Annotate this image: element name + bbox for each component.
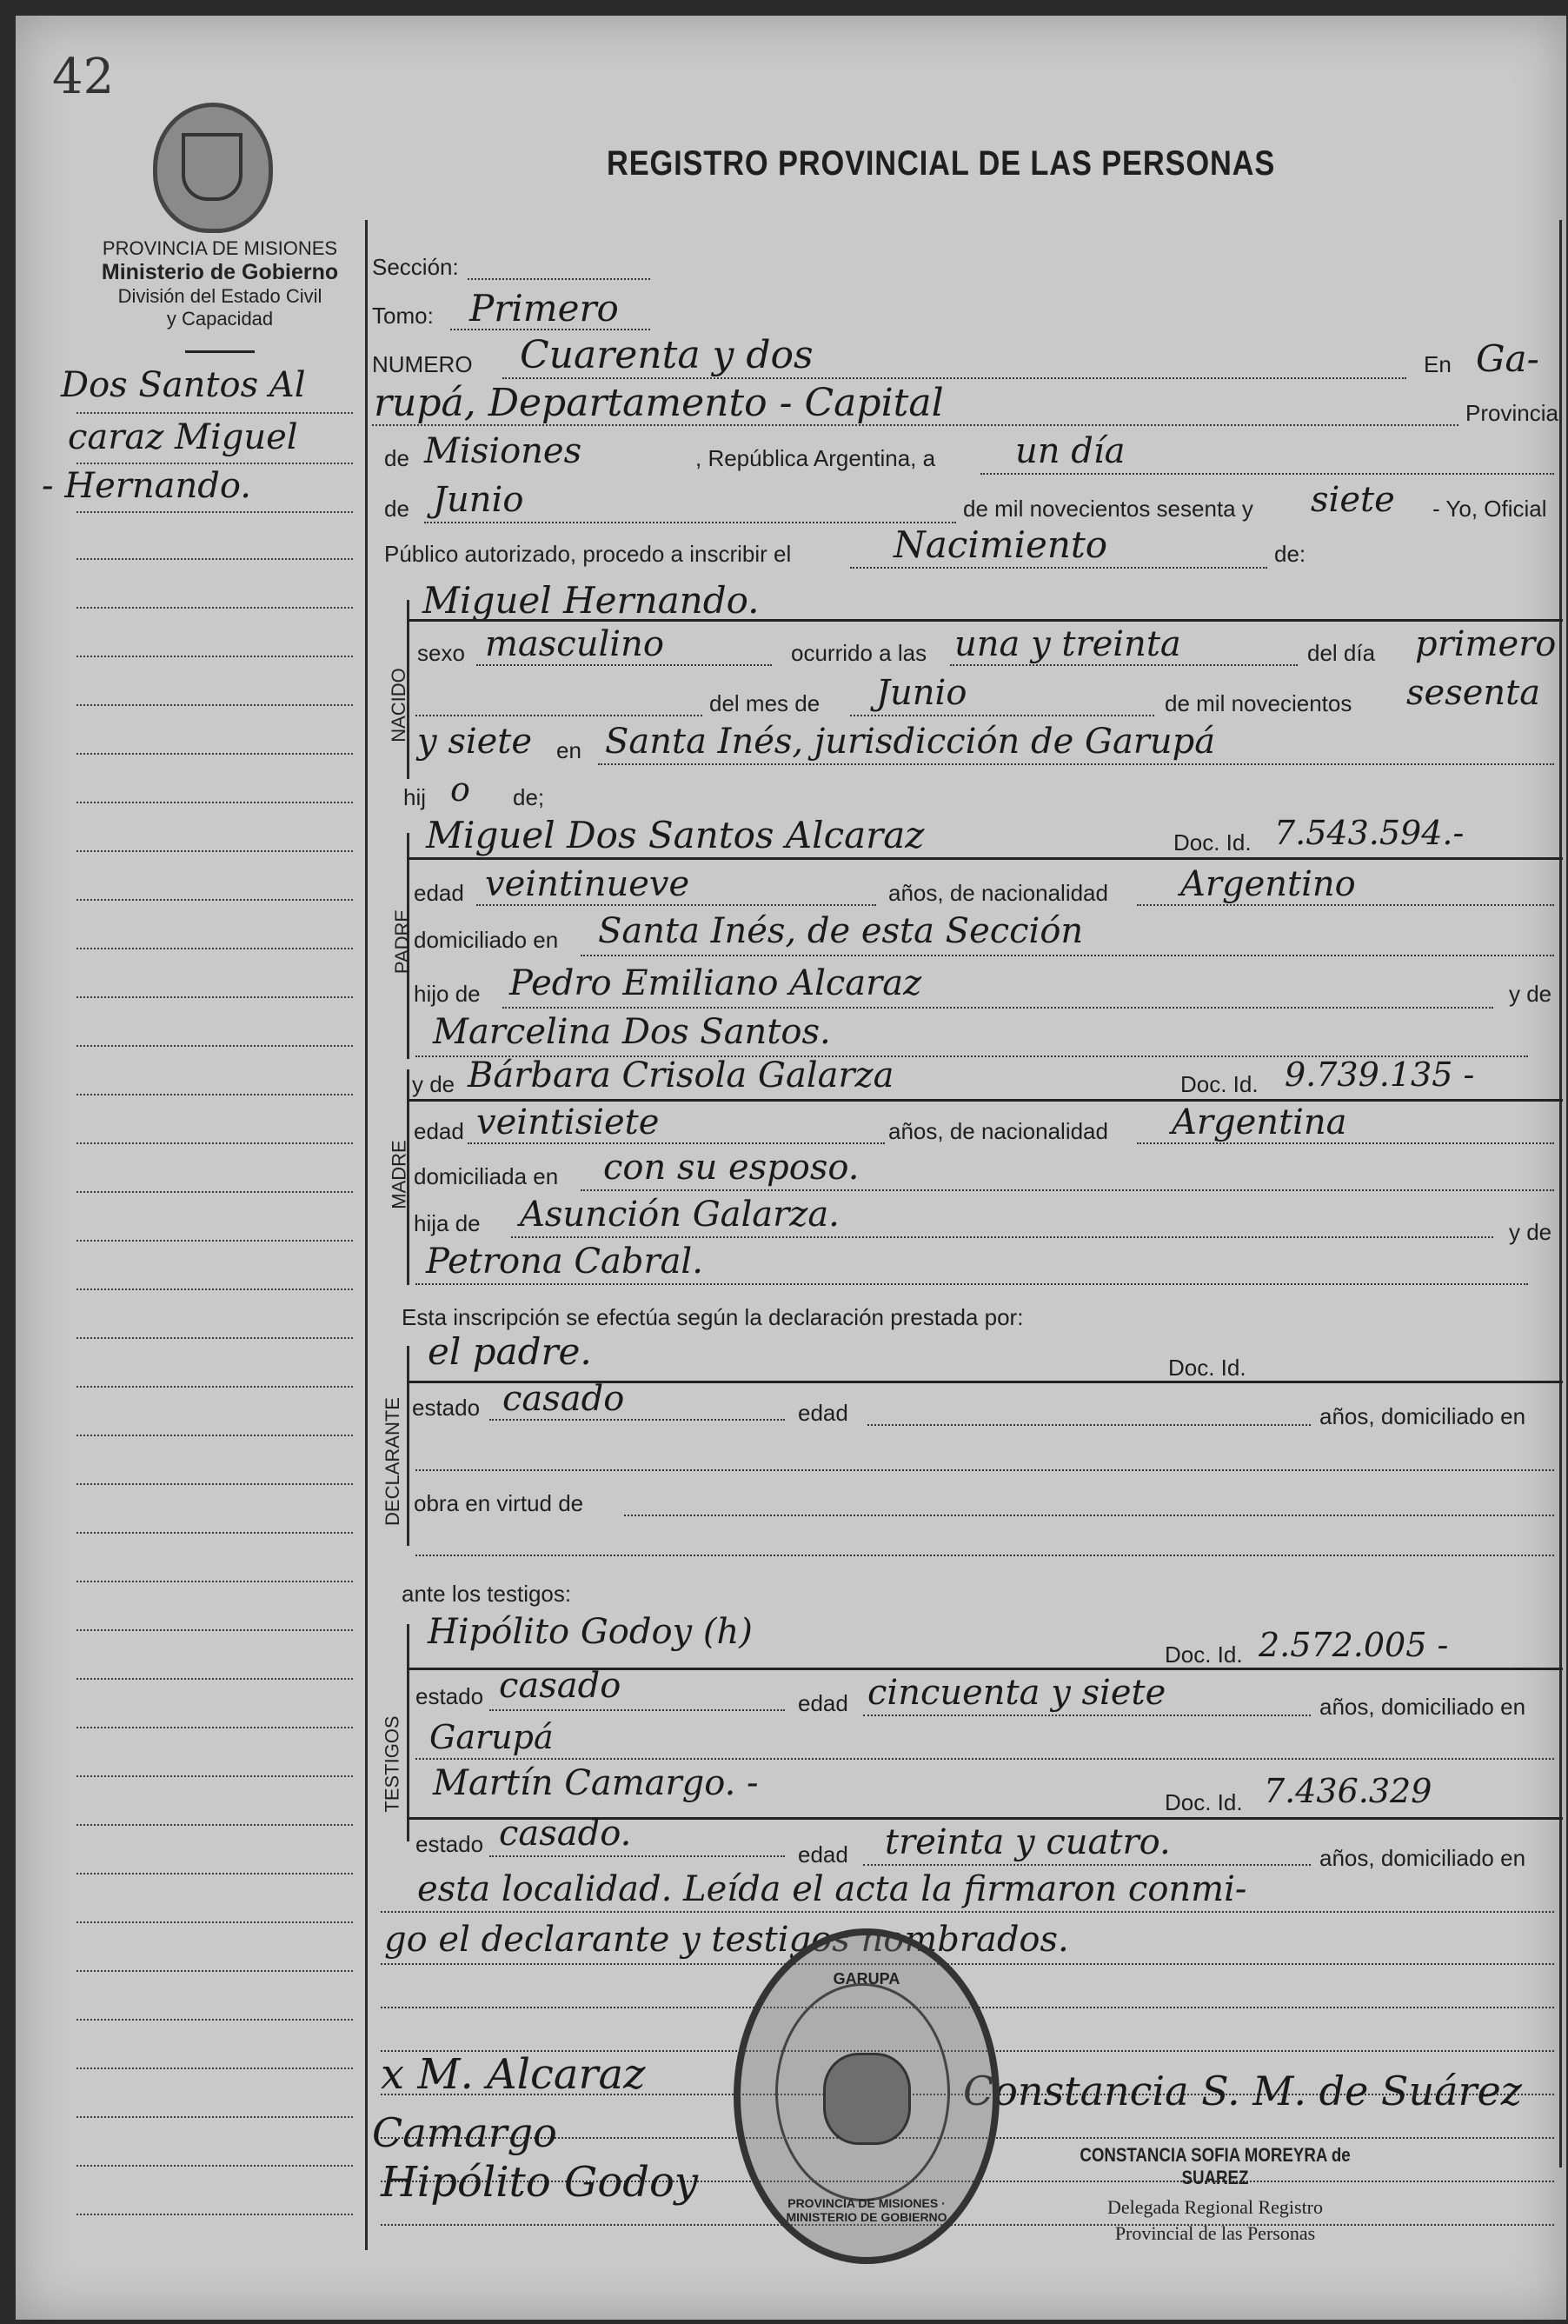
lugar-field: [598, 763, 1554, 765]
sexo-field: [476, 664, 772, 666]
edad-field: [468, 1142, 885, 1144]
nacido-label: NACIDO: [387, 668, 409, 742]
signature-godoy: Hipólito Godoy: [381, 2158, 698, 2207]
anio-value: sesenta: [1406, 673, 1541, 713]
padre-edad-value: veintinueve: [485, 864, 690, 904]
margin-rule: [76, 753, 353, 755]
numero-label: NUMERO: [372, 351, 473, 377]
tomo-label: Tomo:: [372, 303, 434, 329]
en-value: Ga-: [1476, 337, 1539, 380]
padre-doc-label: Doc. Id.: [1173, 829, 1252, 856]
seccion-field: [468, 278, 650, 280]
margin-rule: [76, 412, 353, 414]
nacido-nombre: Miguel Hernando.: [422, 579, 760, 622]
madre-nombre: Bárbara Crisola Galarza: [468, 1055, 894, 1095]
dia-field: [980, 473, 1554, 475]
ocurrido-label: ocurrido a las: [791, 640, 927, 666]
de-label: de;: [513, 784, 545, 810]
margin-rule: [76, 1970, 353, 1972]
official-org: Provincial de las Personas: [1114, 2222, 1316, 2244]
acto-field: [850, 567, 1267, 569]
page-title: REGISTRO PROVINCIAL DE LAS PERSONAS: [607, 144, 1276, 183]
margin-rule: [76, 1045, 353, 1047]
official-stamp: [734, 1928, 1000, 2264]
margin-rule: [76, 1142, 353, 1144]
margin-rule: [76, 511, 353, 513]
testigo-2-estado-label: estado: [415, 1831, 484, 1857]
margin-rule: [76, 607, 353, 609]
madre-nac-value: Argentina: [1172, 1102, 1347, 1142]
madre-edad-label: edad: [414, 1118, 464, 1144]
en-label: en: [556, 737, 581, 763]
margin-rule: [76, 2214, 353, 2215]
republica-label: , República Argentina, a: [695, 445, 936, 471]
hij-value: o: [450, 770, 470, 809]
mil-label: de mil novecientos: [1165, 690, 1352, 716]
declarante-doc-label: Doc. Id.: [1168, 1355, 1246, 1381]
provincia-label: Provincia: [1465, 400, 1558, 426]
official-role: Delegada Regional Registro: [1106, 2196, 1324, 2218]
capacity-name: y Capacidad: [166, 308, 274, 330]
margin-rule: [76, 1240, 353, 1242]
margin-rule: [76, 1581, 353, 1582]
declarante-estado-label: estado: [412, 1395, 481, 1421]
edad-field: [863, 1864, 1311, 1866]
del-dia-label: del día: [1307, 640, 1376, 666]
madre-y-de-label-2: y de: [1509, 1219, 1552, 1245]
nac-field: [1137, 904, 1554, 906]
testigo-1-estado: casado: [499, 1666, 621, 1706]
mil-label: de mil novecientos sesenta y: [963, 496, 1253, 522]
margin-rule: [76, 1191, 353, 1193]
testigo-1-estado-label: estado: [415, 1683, 484, 1709]
margin-rule: [76, 1483, 353, 1485]
margin-rule: [76, 2068, 353, 2069]
testigo-2-estado: casado.: [499, 1814, 632, 1854]
margin-rule: [76, 656, 353, 657]
domicilio-field: [381, 1911, 1554, 1913]
estado-field: [489, 1855, 785, 1857]
margin-divider: [365, 220, 368, 2250]
testigo-1-edad: cincuenta y siete: [867, 1673, 1166, 1713]
seccion-label: Sección:: [372, 254, 459, 280]
nac-field: [1137, 1142, 1554, 1144]
margin-rule: [76, 802, 353, 803]
testigo-2-doc-label: Doc. Id.: [1165, 1789, 1243, 1815]
place-value: rupá, Departamento - Capital: [374, 381, 944, 425]
tomo-field: [450, 329, 650, 330]
del-mes-label: del mes de: [709, 690, 821, 716]
de-colon-label: de:: [1274, 541, 1306, 567]
numero-field: [502, 377, 1406, 379]
cierre-text: go el declarante y testigos nombrados.: [384, 1920, 1069, 1960]
rule: [407, 1099, 1563, 1102]
declarante-label: DECLARANTE: [381, 1397, 403, 1526]
hij-label: hij: [403, 784, 427, 810]
mes-value: Junio: [876, 673, 967, 713]
testigo-2-doc: 7.436.329: [1264, 1772, 1432, 1810]
madre-padres-1: Asunción Galarza.: [520, 1195, 840, 1235]
estado-field: [489, 1419, 785, 1421]
margin-rule: [76, 1873, 353, 1875]
margin-rule: [76, 1629, 353, 1631]
oficial-label: - Yo, Oficial: [1432, 496, 1547, 522]
provincial-seal: [153, 103, 273, 233]
mes-field: [850, 715, 1154, 716]
anio-value: siete: [1311, 480, 1395, 520]
edad-field: [476, 904, 876, 906]
margin-rule: [76, 704, 353, 706]
department-block: [68, 237, 372, 330]
stamp-top-text: GARUPA: [833, 1970, 900, 1988]
padre-doc-value: 7.543.594.-: [1274, 814, 1465, 852]
declarante-edad-label: edad: [798, 1400, 848, 1426]
margin-rule: [76, 1435, 353, 1436]
hijo-field: [502, 1007, 1493, 1009]
stamp-emblem: [823, 2053, 911, 2145]
testigo-1-nombre: Hipólito Godoy (h): [428, 1612, 753, 1652]
margin-rule: [76, 463, 353, 464]
province-name: PROVINCIA DE MISIONES: [102, 237, 338, 259]
official-name: CONSTANCIA SOFIA MOREYRA de SUAREZ: [1080, 2144, 1351, 2188]
domicilio-field: [415, 1758, 1554, 1760]
madre-padres-2: Petrona Cabral.: [426, 1242, 703, 1282]
place-field: [372, 424, 1458, 426]
de-label: de: [384, 445, 409, 471]
testigo-1-edad-label: edad: [798, 1690, 848, 1716]
sexo-label: sexo: [417, 640, 465, 666]
mes-value: Junio: [433, 480, 524, 520]
page-number: 42: [52, 49, 115, 105]
declarante-estado-value: casado: [502, 1379, 625, 1419]
margin-note-line-2: caraz Miguel: [68, 417, 298, 457]
lugar-value: Santa Inés, jurisdicción de Garupá: [605, 722, 1216, 762]
en-label: En: [1424, 351, 1452, 377]
provincia-value: Misiones: [424, 431, 582, 471]
padre-y-de-label: y de: [1509, 981, 1552, 1007]
ministry-name: Ministerio de Gobierno: [101, 260, 339, 284]
padre-padres-2: Marcelina Dos Santos.: [433, 1012, 831, 1052]
padre-label: PADRE: [391, 909, 414, 975]
sexo-value: masculino: [485, 624, 664, 664]
padre-nac-label: años, de nacionalidad: [888, 880, 1108, 906]
division-name: División del Estado Civil: [117, 285, 322, 307]
padre-nombre: Miguel Dos Santos Alcaraz: [426, 814, 925, 856]
dia-value: un día: [1015, 431, 1126, 471]
de-label-2: de: [384, 496, 409, 522]
testigos-bracket: [407, 1624, 409, 1841]
acto-value: Nacimiento: [894, 523, 1108, 566]
margin-note-line-1: Dos Santos Al: [61, 365, 306, 405]
declaracion-text: Esta inscripción se efectúa según la declaración prestada por:: [402, 1304, 1024, 1330]
margin-rule: [76, 1532, 353, 1534]
madre-hija-label: hija de: [414, 1210, 481, 1236]
rule: [407, 619, 1563, 622]
testigo-1-doc: 2.572.005 -: [1259, 1626, 1449, 1664]
obra-field-2: [415, 1555, 1554, 1556]
margin-rule: [76, 2165, 353, 2167]
margin-rule: [76, 2019, 353, 2021]
tomo-value: Primero: [469, 287, 619, 330]
margin-rule: [76, 1094, 353, 1095]
dom-field: [581, 955, 1554, 956]
margin-rule: [76, 899, 353, 901]
margin-rule: [76, 1337, 353, 1339]
signature-camargo: Camargo: [372, 2109, 557, 2156]
dom-field: [581, 1189, 1554, 1191]
madre-doc-label: Doc. Id.: [1180, 1071, 1259, 1097]
signature-padre: x M. Alcaraz: [381, 2050, 646, 2099]
declarante-bracket: [407, 1346, 409, 1546]
testigo-1-dom: Garupá: [429, 1718, 554, 1756]
testigo-2-edad-label: edad: [798, 1841, 848, 1868]
ante-label: ante los testigos:: [402, 1581, 572, 1607]
margin-note-line-3: - Hernando.: [42, 466, 251, 506]
padre-padres-1: Pedro Emiliano Alcaraz: [509, 963, 922, 1003]
right-border: [1559, 220, 1562, 2168]
testigos-label: TESTIGOS: [381, 1715, 403, 1813]
madre-doc-value: 9.739.135 -: [1285, 1055, 1475, 1094]
margin-rule: [76, 558, 353, 560]
margin-rule: [76, 1921, 353, 1923]
margin-rule: [76, 1727, 353, 1728]
margin-rule: [76, 1289, 353, 1290]
dia-value: primero: [1415, 624, 1557, 664]
mes-field: [424, 522, 956, 523]
madre-nac-label: años, de nacionalidad: [888, 1118, 1108, 1144]
padre-nac-value: Argentino: [1180, 864, 1356, 904]
margin-rule: [76, 1386, 353, 1388]
margin-rule: [76, 850, 353, 852]
divider: [185, 350, 255, 353]
hija-field: [511, 1236, 1493, 1238]
madre-y-de-label: y de: [412, 1071, 455, 1097]
edad-field: [867, 1424, 1311, 1426]
padres-2-field: [415, 1283, 1528, 1285]
declarante-obra-label: obra en virtud de: [414, 1490, 584, 1516]
madre-dom-value: con su esposo.: [603, 1148, 860, 1188]
anio-value-2: y siete: [417, 722, 533, 762]
margin-rule: [76, 1824, 353, 1826]
estado-field: [489, 1709, 785, 1711]
margin-rule: [76, 1678, 353, 1680]
declarante-anios-label: años, domiciliado en: [1319, 1403, 1526, 1429]
testigo-2-edad: treinta y cuatro.: [885, 1822, 1171, 1862]
padre-hijo-label: hijo de: [414, 981, 481, 1007]
madre-edad-value: veintisiete: [476, 1102, 660, 1142]
hora-field: [950, 664, 1298, 666]
blank-field: [415, 715, 702, 716]
madre-label: MADRE: [388, 1140, 410, 1209]
madre-dom-label: domiciliada en: [414, 1163, 559, 1189]
margin-rule: [76, 1775, 353, 1777]
signature-oficial: Constancia S. M. de Suárez: [963, 2068, 1522, 2114]
padre-dom-label: domiciliado en: [414, 927, 559, 953]
numero-value: Cuarenta y dos: [520, 333, 814, 377]
margin-rule: [76, 2116, 353, 2118]
testigo-1-doc-label: Doc. Id.: [1165, 1641, 1243, 1668]
publico-label: Público autorizado, procedo a inscribir el: [384, 541, 792, 567]
document-page: [16, 16, 1566, 2320]
stamp-bottom-text: PROVINCIA DE MISIONES · MINISTERIO DE GOBIERNO: [786, 2196, 947, 2224]
domicilio-field: [415, 1469, 1554, 1471]
testigo-1-anios-label: años, domiciliado en: [1319, 1694, 1526, 1720]
margin-rule: [76, 948, 353, 949]
margin-rule: [76, 996, 353, 998]
cierre-field: [381, 1963, 1554, 1965]
edad-field: [863, 1715, 1311, 1716]
testigo-2-anios-label: años, domiciliado en: [1319, 1845, 1526, 1871]
official-block: [1015, 2144, 1415, 2245]
testigo-2-nombre: Martín Camargo. -: [433, 1763, 759, 1803]
obra-field: [624, 1515, 1554, 1516]
padre-edad-label: edad: [414, 880, 464, 906]
rule: [407, 857, 1563, 860]
declarante-nombre: el padre.: [428, 1330, 592, 1373]
hora-value: una y treinta: [954, 624, 1181, 664]
padre-dom-value: Santa Inés, de esta Sección: [598, 911, 1084, 951]
testigo-2-dom: esta localidad. Leída el acta la firmaron conmi-: [417, 1869, 1247, 1909]
